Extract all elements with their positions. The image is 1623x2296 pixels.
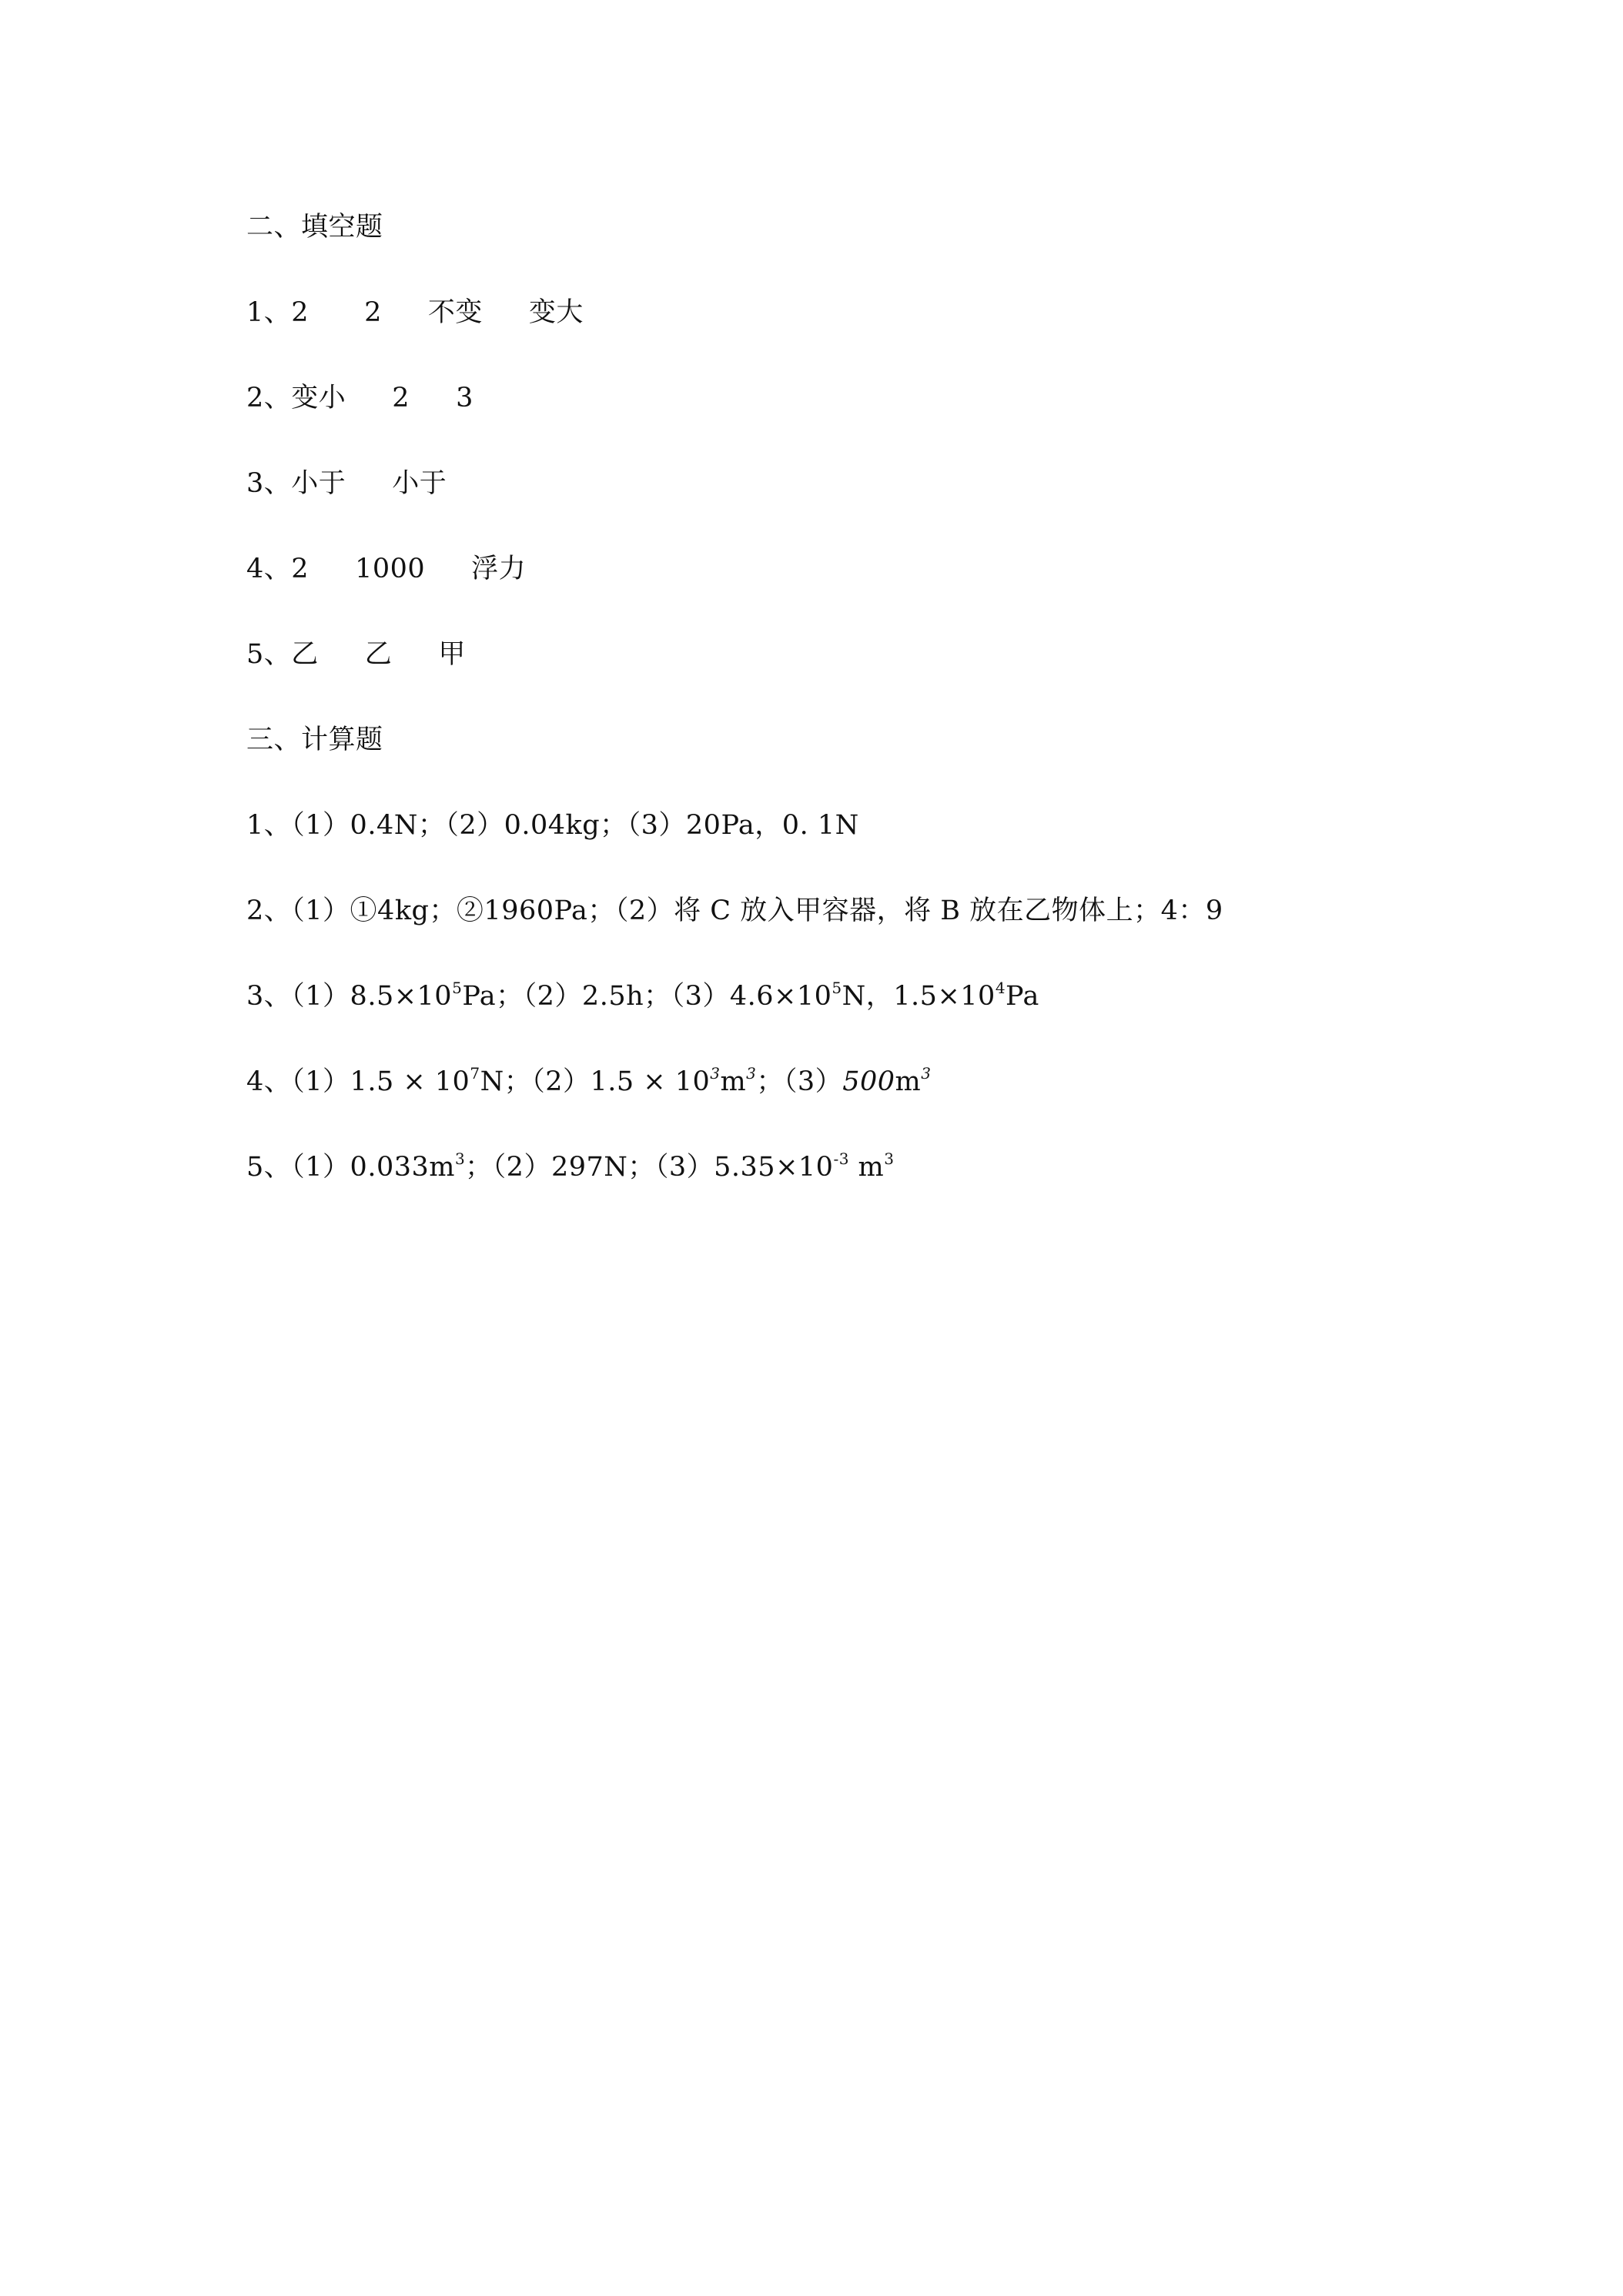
- answer-part: 2: [364, 297, 382, 328]
- answer-part: 甲: [438, 639, 466, 670]
- exponent: 3: [710, 1064, 721, 1083]
- answer-text: Pa；（2）2.5h；（3）4.6×10: [462, 981, 832, 1012]
- answer-text: （1）8.5×10: [291, 981, 453, 1012]
- fill-answer-3: [246, 467, 447, 500]
- answer-part: 2: [392, 383, 410, 413]
- answer-number: 2、: [246, 895, 292, 926]
- exponent: 3: [746, 1064, 757, 1083]
- answer-text: m: [895, 1066, 922, 1097]
- answer-number: 1、: [246, 810, 292, 841]
- answer-part: 小于: [291, 468, 346, 499]
- exponent: 5: [452, 979, 463, 998]
- answer-text: N；（2）1.5 × 10: [480, 1066, 711, 1097]
- answer-part: 小于: [392, 468, 447, 499]
- answer-text: Pa: [1006, 981, 1039, 1012]
- answer-number: 3、: [246, 981, 292, 1012]
- answer-part: 2: [291, 297, 310, 328]
- answer-part: 乙: [291, 639, 319, 670]
- section-heading-fill-in: 二、填空题: [246, 212, 383, 243]
- answer-part: 不变: [427, 297, 483, 328]
- calc-answer-2: [246, 895, 1223, 927]
- answer-number: 4、: [246, 1066, 292, 1097]
- calc-answer-5: [246, 1151, 894, 1183]
- answer-part: 浮力: [471, 554, 527, 584]
- answer-text: ；（3）: [756, 1066, 843, 1097]
- answer-text: ；（2）297N；（3）5.35×10: [465, 1152, 834, 1183]
- answer-number: 2、: [246, 383, 292, 413]
- answer-part: 变大: [528, 297, 584, 328]
- answer-text: （1）1.5 × 10: [291, 1066, 470, 1097]
- answer-text: N，1.5×10: [842, 981, 996, 1012]
- fill-answer-5: [246, 638, 466, 671]
- answer-text: （1）0.4N；（2）0.04kg；（3）20Pa，0. 1N: [291, 810, 859, 841]
- answer-text: （1）①4kg；②1960Pa；（2）将 C 放入甲容器，将 B 放在乙物体上；4：9: [291, 895, 1223, 926]
- fill-answer-2: [246, 382, 474, 414]
- answer-text: m: [848, 1152, 885, 1183]
- exponent: 3: [884, 1150, 895, 1169]
- answer-text: （1）0.033m: [291, 1152, 455, 1183]
- exponent: 3: [921, 1064, 932, 1083]
- calc-answer-1: [246, 809, 859, 842]
- fill-answer-4: [246, 553, 526, 585]
- exponent: 7: [470, 1064, 480, 1083]
- exponent: 3: [454, 1150, 466, 1169]
- exponent: 5: [832, 979, 842, 998]
- answer-part: 1000: [355, 554, 426, 584]
- answer-number: 1、: [246, 297, 292, 328]
- answer-text: m: [720, 1066, 747, 1097]
- answer-part: 乙: [364, 639, 393, 670]
- answer-part: 3: [456, 383, 474, 413]
- exponent: -3: [833, 1150, 849, 1169]
- answer-number: 5、: [246, 639, 292, 670]
- answer-part: 变小: [291, 383, 346, 413]
- calc-answer-3: [246, 980, 1039, 1012]
- answer-text: 500: [842, 1066, 895, 1097]
- section-heading-calculation: 三、计算题: [246, 725, 383, 755]
- calc-answer-4: [246, 1066, 931, 1098]
- fill-answer-1: [246, 296, 584, 329]
- answer-part: 2: [291, 554, 310, 584]
- answer-number: 5、: [246, 1152, 292, 1183]
- answer-number: 4、: [246, 554, 292, 584]
- exponent: 4: [995, 979, 1006, 998]
- answer-number: 3、: [246, 468, 292, 499]
